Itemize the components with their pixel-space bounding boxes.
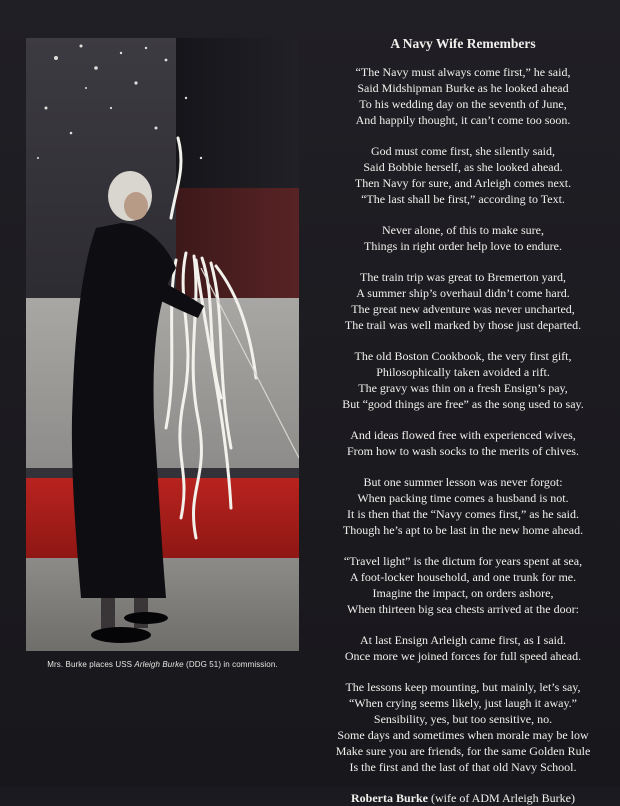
poem-line: Some days and sometimes when morale may be low xyxy=(337,728,589,742)
stanza xyxy=(313,474,613,538)
stanza xyxy=(313,632,613,664)
stanza xyxy=(313,679,613,775)
poem-line: Is the first and the last of that old Navy School. xyxy=(349,760,577,774)
poem-line: Said Midshipman Burke as he looked ahead xyxy=(357,81,569,95)
poem-line: Make sure you are friends, for the same Golden Rule xyxy=(335,744,591,758)
poem-line: And ideas flowed free with experienced wives, xyxy=(350,428,576,442)
poem-line: “Travel light” is the dictum for years spent at sea, xyxy=(343,554,583,568)
caption-ship-name: Arleigh Burke xyxy=(134,660,184,669)
poem-line: And happily thought, it can’t come too soon. xyxy=(355,113,571,127)
poem-line: The gravy was thin on a fresh Ensign’s pay, xyxy=(358,381,568,395)
stanza xyxy=(313,553,613,617)
stanza xyxy=(313,222,613,254)
poem-line: Then Navy for sure, and Arleigh comes next. xyxy=(354,176,572,190)
poem-line: But “good things are free” as the song used to say. xyxy=(342,397,584,411)
poem-line: It is then that the “Navy comes first,” as he said. xyxy=(347,507,579,521)
poem-line: A summer ship’s overhaul didn’t come hard. xyxy=(356,286,570,300)
author-name: Roberta Burke xyxy=(351,791,428,805)
poem-line: Once more we joined forces for full speed ahead. xyxy=(344,649,582,663)
photo-caption xyxy=(26,660,299,669)
poem-line: To his wedding day on the seventh of June, xyxy=(359,97,567,111)
poem-line: The old Boston Cookbook, the very first gift, xyxy=(354,349,572,363)
streamers xyxy=(166,138,256,538)
poem-line: Never alone, of this to make sure, xyxy=(382,223,544,237)
poem-line: The trail was well marked by those just departed. xyxy=(344,318,582,332)
stanza xyxy=(313,427,613,459)
poem-stanzas xyxy=(313,64,613,775)
poem-line: “The last shall be first,” according to Text. xyxy=(361,192,565,206)
poem-line: The great new adventure was never uncharted, xyxy=(351,302,575,316)
poem-line: Said Bobbie herself, as she looked ahead. xyxy=(363,160,563,174)
christening-photo xyxy=(26,38,299,651)
poem-line: At last Ensign Arleigh came first, as I said. xyxy=(360,633,566,647)
stanza xyxy=(313,64,613,128)
rope xyxy=(201,268,299,458)
poem xyxy=(313,36,613,806)
poem-line: Though he’s apt to be last in the new home ahead. xyxy=(342,523,584,537)
photo-illustration xyxy=(26,38,299,651)
poem-line: The train trip was great to Bremerton yard, xyxy=(360,270,566,284)
poem-line: God must come first, she silently said, xyxy=(371,144,555,158)
caption-suffix: (DDG 51) in commission. xyxy=(183,660,278,669)
stanza xyxy=(313,143,613,207)
poem-line: “When crying seems likely, just laugh it away.” xyxy=(348,696,578,710)
poem-line: A foot-locker household, and one trunk for me. xyxy=(349,570,577,584)
poem-line: When packing time comes a husband is not. xyxy=(357,491,569,505)
poem-line: From how to wash socks to the merits of chives. xyxy=(347,444,579,458)
poem-author xyxy=(313,790,613,806)
poem-line: “The Navy must always come first,” he said, xyxy=(355,65,571,79)
poem-title: A Navy Wife Remembers xyxy=(390,36,536,51)
poem-line: Sensibility, yes, but too sensitive, no. xyxy=(373,712,553,726)
poem-line: Philosophically taken avoided a rift. xyxy=(376,365,550,379)
author-note: (wife of ADM Arleigh Burke) xyxy=(428,791,575,805)
stanza xyxy=(313,348,613,412)
poem-line: The lessons keep mounting, but mainly, let’s say, xyxy=(345,680,581,694)
poem-line: Imagine the impact, on orders ashore, xyxy=(372,586,554,600)
woman-figure xyxy=(72,171,204,643)
caption-prefix: Mrs. Burke places USS xyxy=(47,660,135,669)
poem-line: But one summer lesson was never forgot: xyxy=(363,475,563,489)
poem-line: Things in right order help love to endure. xyxy=(364,239,562,253)
poem-line: When thirteen big sea chests arrived at the door: xyxy=(347,602,579,616)
stanza xyxy=(313,269,613,333)
spray-droplets xyxy=(37,45,202,160)
